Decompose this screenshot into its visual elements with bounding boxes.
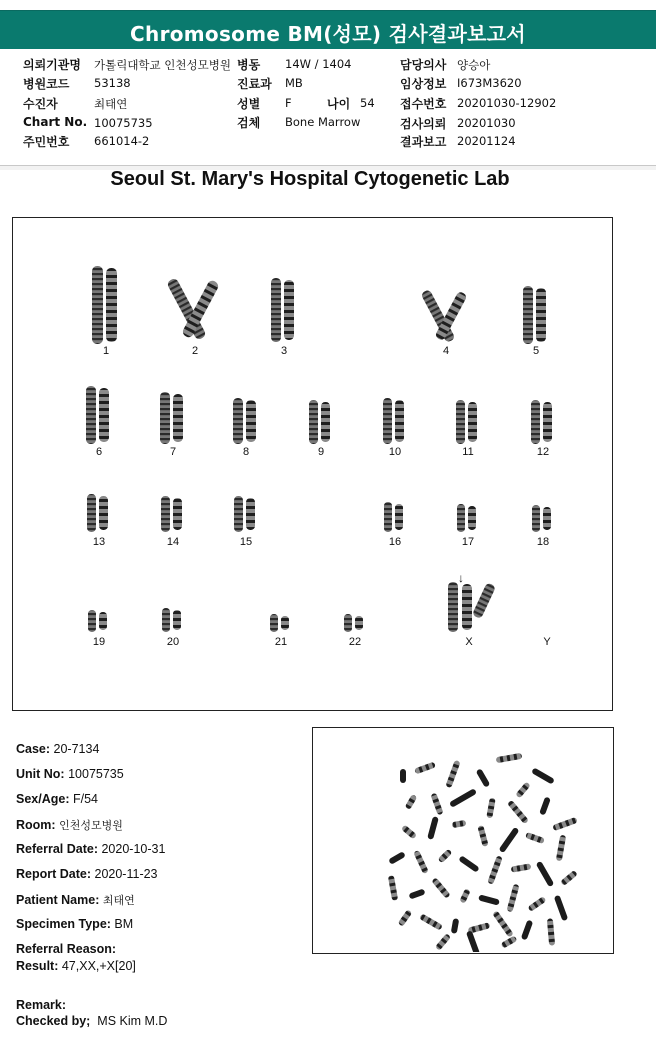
report-date-value: 2020-11-23 xyxy=(94,867,158,881)
metaphase-chromosome xyxy=(466,930,480,952)
chromosome-pair xyxy=(88,610,107,632)
abnormal-arrow-icon: ↓ xyxy=(458,571,464,585)
chromosome-pair xyxy=(271,278,294,342)
chromosome-label: 6 xyxy=(95,446,103,458)
karyotype-panel xyxy=(12,217,613,711)
header-label: 임상정보 xyxy=(400,77,447,91)
chromosome-label: 5 xyxy=(532,345,540,357)
chromosome-label: 16 xyxy=(388,536,402,548)
chromosome-label: 19 xyxy=(92,636,106,648)
chromosome-pair xyxy=(87,494,108,532)
header-label: 의뢰기관명 xyxy=(23,58,81,72)
chromosome-pair xyxy=(161,496,182,532)
header-value: MB xyxy=(285,76,303,90)
metaphase-chromosome xyxy=(527,896,546,912)
metaphase-chromosome xyxy=(445,760,460,788)
chromosome-label: 18 xyxy=(536,536,550,548)
header-label: 성별 xyxy=(237,97,261,111)
metaphase-chromosome xyxy=(487,855,503,884)
metaphase-chromosome xyxy=(438,849,453,864)
metaphase-chromosome xyxy=(401,825,417,840)
chromosome-label: 21 xyxy=(274,636,288,648)
chromosome-label: 15 xyxy=(239,536,253,548)
chromosome-label: 3 xyxy=(280,345,288,357)
chromosome-pair xyxy=(166,277,220,340)
chromosome-pair xyxy=(270,614,289,632)
chromosome-label: 4 xyxy=(442,345,450,357)
metaphase-chromosome xyxy=(459,888,470,903)
metaphase-chromosome xyxy=(547,918,555,945)
metaphase-chromosome xyxy=(419,913,443,930)
chromosome-pair xyxy=(448,582,496,632)
metaphase-chromosome xyxy=(458,855,479,873)
header-label: 접수번호 xyxy=(400,97,447,111)
metaphase-chromosome xyxy=(525,832,545,844)
header-label: 수진자 xyxy=(23,97,58,111)
header-label: 결과보고 xyxy=(400,135,447,149)
metaphase-panel xyxy=(312,727,614,954)
case-value: 20-7134 xyxy=(53,742,100,756)
info-label: Result: xyxy=(16,959,59,973)
chromosome-pair xyxy=(383,398,404,444)
chromosome-label: 20 xyxy=(166,636,180,648)
metaphase-chromosome xyxy=(521,920,533,941)
info-label: Checked by; xyxy=(16,1014,91,1028)
report-title: Chromosome BM(성모) 검사결과보고서 xyxy=(130,22,526,46)
metaphase-chromosome xyxy=(451,918,460,934)
metaphase-chromosome xyxy=(496,753,523,763)
header-label: 검체 xyxy=(237,116,261,130)
chromosome-label: 2 xyxy=(191,345,199,357)
chromosome-pair xyxy=(233,398,256,444)
chromosome-pair xyxy=(344,614,363,632)
chromosome-pair xyxy=(309,400,330,444)
header-value: 20201030-12902 xyxy=(457,96,557,110)
metaphase-chromosome xyxy=(405,794,418,810)
metaphase-chromosome xyxy=(486,798,495,819)
header-label: 주민번호 xyxy=(23,135,70,149)
header-value: 20201124 xyxy=(457,134,516,148)
chromosome-label: X xyxy=(465,636,473,648)
chromosome-label: 12 xyxy=(536,446,550,458)
header-value: F xyxy=(285,96,292,110)
metaphase-chromosome xyxy=(560,870,578,886)
metaphase-chromosome xyxy=(427,816,439,840)
chromosome-label: 7 xyxy=(169,446,177,458)
chromosome-label: 1 xyxy=(102,345,110,357)
metaphase-chromosome xyxy=(536,861,555,887)
header-label: 나이 xyxy=(327,97,351,111)
chromosome-label: 17 xyxy=(461,536,475,548)
metaphase-chromosome xyxy=(435,933,451,951)
chromosome-pair xyxy=(384,502,403,532)
metaphase-chromosome xyxy=(511,863,532,872)
info-label: Unit No: xyxy=(16,767,65,781)
info-label: Case: xyxy=(16,742,51,756)
header-value: Bone Marrow xyxy=(285,115,361,129)
chromosome-pair xyxy=(523,286,546,344)
checked-by-value: MS Kim M.D xyxy=(97,1014,168,1028)
report-title-bar xyxy=(0,10,656,49)
info-label: Referral Date: xyxy=(16,842,98,856)
metaphase-chromosome xyxy=(554,895,569,921)
sex-age-value: F/54 xyxy=(72,792,98,806)
chromosome-pair xyxy=(160,392,183,444)
chromosome-label: 11 xyxy=(462,446,474,458)
chromosome-pair xyxy=(420,289,467,343)
patient-name-value: 최태연 xyxy=(102,895,135,907)
metaphase-chromosome xyxy=(452,820,467,828)
metaphase-chromosome xyxy=(515,782,531,799)
metaphase-chromosome xyxy=(492,910,514,937)
chromosome-label: 13 xyxy=(92,536,106,548)
metaphase-chromosome xyxy=(414,762,436,775)
metaphase-chromosome xyxy=(413,850,429,874)
header-value: 양승아 xyxy=(457,58,491,72)
info-label: Sex/Age: xyxy=(16,792,70,806)
header-value: 10075735 xyxy=(94,116,153,130)
result-value: 47,XX,+X[20] xyxy=(61,959,136,973)
metaphase-chromosome xyxy=(408,888,425,899)
header-label: Chart No. xyxy=(23,115,88,129)
chromosome-label: 22 xyxy=(348,636,362,648)
info-label: Remark: xyxy=(16,998,67,1012)
lab-title: Seoul St. Mary's Hospital Cytogenetic Lab xyxy=(110,168,510,190)
metaphase-chromosome xyxy=(388,875,398,901)
metaphase-chromosome xyxy=(552,817,578,831)
metaphase-chromosome xyxy=(506,884,519,913)
room-value: 인천성모병원 xyxy=(59,820,123,832)
referral-date-value: 2020-10-31 xyxy=(101,842,166,856)
info-label: Patient Name: xyxy=(16,893,100,907)
header-value: I673M3620 xyxy=(457,76,522,90)
metaphase-chromosome xyxy=(400,769,406,783)
metaphase-chromosome xyxy=(388,851,406,865)
specimen-type-value: BM xyxy=(114,917,134,931)
chromosome-label: 10 xyxy=(388,446,402,458)
chromosome-pair xyxy=(457,504,476,532)
metaphase-chromosome xyxy=(476,768,491,787)
metaphase-chromosome xyxy=(556,835,566,862)
header-value: 최태연 xyxy=(94,97,128,111)
info-label: Room: xyxy=(16,818,56,832)
chromosome-label: Y xyxy=(543,636,551,648)
info-label: Referral Reason: xyxy=(16,942,117,956)
header-label: 담당의사 xyxy=(400,58,447,72)
chromosome-pair xyxy=(162,608,181,632)
chromosome-label: 8 xyxy=(242,446,250,458)
header-value: 53138 xyxy=(94,76,131,90)
header-value: 661014-2 xyxy=(94,134,150,148)
metaphase-chromosome xyxy=(478,894,500,905)
chromosome-pair xyxy=(531,400,552,444)
metaphase-chromosome xyxy=(501,935,518,948)
header-value: 14W / 1404 xyxy=(285,57,352,71)
metaphase-chromosome xyxy=(398,909,413,926)
metaphase-chromosome xyxy=(499,827,520,853)
metaphase-chromosome xyxy=(431,877,450,898)
header-value: 가톨릭대학교 인천성모병원 xyxy=(94,58,231,72)
header-value: 20201030 xyxy=(457,116,516,130)
chromosome-pair xyxy=(532,505,551,532)
metaphase-chromosome xyxy=(531,767,555,784)
header-label: 병동 xyxy=(237,58,261,72)
chromosome-pair xyxy=(456,400,477,444)
metaphase-chromosome xyxy=(477,825,488,847)
header-label: 진료과 xyxy=(237,77,272,91)
unit-no-value: 10075735 xyxy=(68,767,124,781)
header-value: 54 xyxy=(360,96,375,110)
metaphase-chromosome xyxy=(430,793,443,816)
header-label: 검사의뢰 xyxy=(400,117,447,131)
metaphase-chromosome xyxy=(539,797,551,816)
chromosome-label: 9 xyxy=(317,446,325,458)
header-label: 병원코드 xyxy=(23,77,70,91)
chromosome-pair xyxy=(92,266,117,344)
metaphase-spread-image xyxy=(313,728,612,952)
metaphase-chromosome xyxy=(449,788,477,808)
info-label: Report Date: xyxy=(16,867,92,881)
chromosome-pair xyxy=(234,496,255,532)
chromosome-label: 14 xyxy=(166,536,180,548)
chromosome-pair xyxy=(86,386,109,444)
info-label: Specimen Type: xyxy=(16,917,111,931)
metaphase-chromosome xyxy=(507,800,529,825)
